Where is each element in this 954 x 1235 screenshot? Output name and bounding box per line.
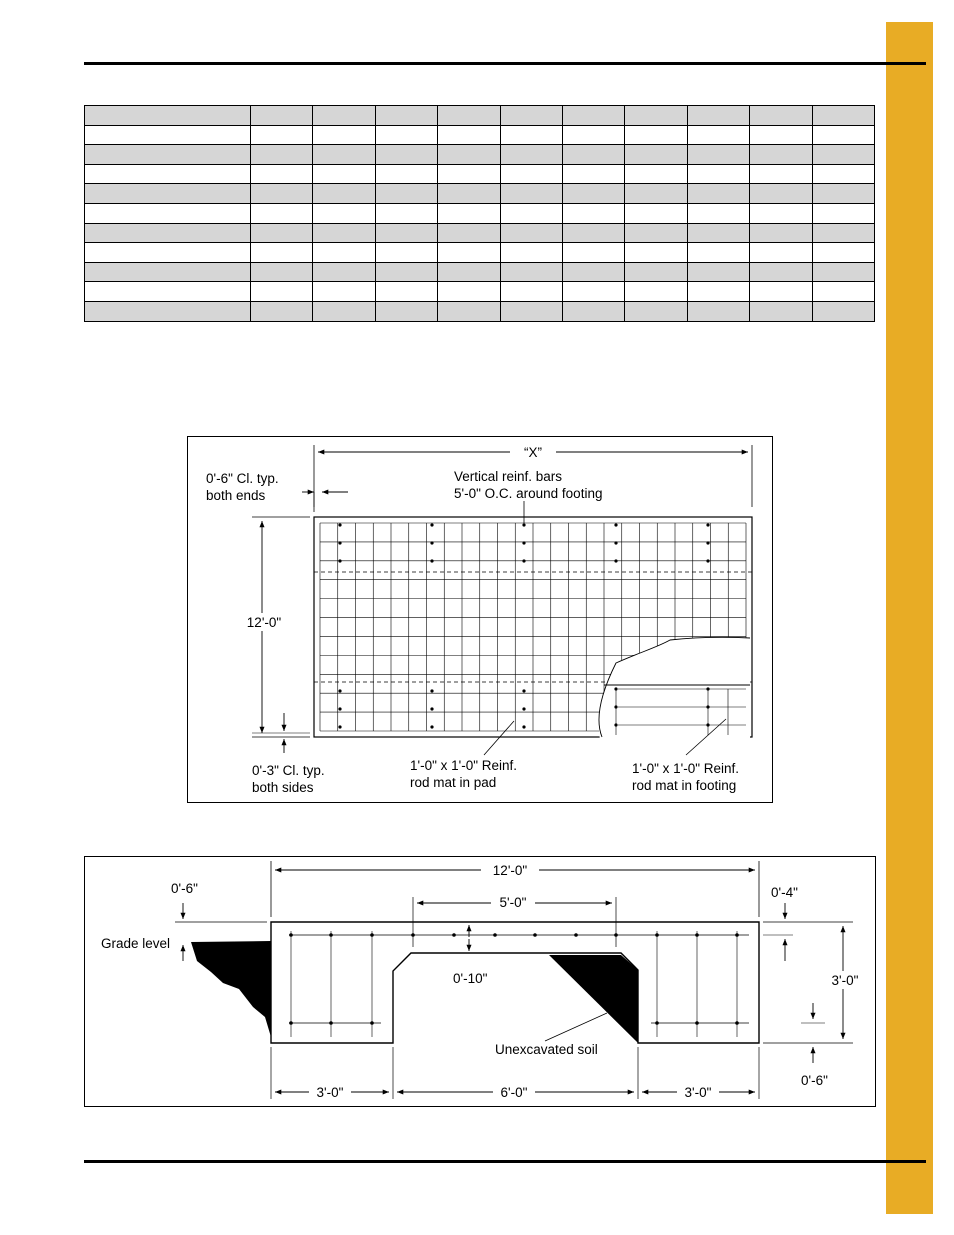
vertical-bar-dot [522,523,525,526]
table-cell [812,164,874,184]
table-cell [500,301,562,321]
right-top-label: 0'-4" [771,885,798,900]
vertical-bar-dot [614,523,617,526]
table-row [85,145,875,165]
unexcavated-soil-label: Unexcavated soil [495,1042,598,1057]
vertical-bar-dot [522,541,525,544]
section-view-drawing [85,857,875,1106]
table-cell [812,184,874,204]
table-cell [375,106,437,126]
table-cell [375,184,437,204]
footer-rule [84,1160,926,1163]
table-cell [687,164,749,184]
vertical-bar-dot [338,541,341,544]
table-cell [500,223,562,243]
table-cell [251,282,313,302]
left-footing-dim: 3'-0" [316,1085,344,1100]
table-cell [750,145,812,165]
table-cell [375,125,437,145]
table-cell [687,223,749,243]
table-cell [438,164,500,184]
table-cell [375,282,437,302]
table-cell [375,243,437,263]
rebar-dot [493,933,497,937]
table-cell [313,203,375,223]
table-cell [438,282,500,302]
table-cell [85,282,251,302]
end-clearance-line2: both ends [206,488,266,503]
table-cell [438,106,500,126]
table-cell [313,184,375,204]
table-cell [562,164,624,184]
table-cell [625,145,687,165]
rebar-dot [533,933,537,937]
side-clearance-line1: 0'-3" Cl. typ. [252,763,325,778]
table-cell [313,145,375,165]
table-row [85,282,875,302]
table-row [85,184,875,204]
vertical-bar-dot [430,559,433,562]
vertical-bar-dot [522,559,525,562]
table-cell [85,145,251,165]
table-cell [625,106,687,126]
table-cell [251,125,313,145]
width-dimension-label: 12'-0" [246,615,282,630]
table-cell [687,106,749,126]
table-cell [562,262,624,282]
table-cell [625,223,687,243]
vertical-bar-dot [706,523,709,526]
table-cell [438,262,500,282]
x-dimension-label: “X” [524,445,542,460]
table-cell [562,203,624,223]
table-cell [251,262,313,282]
table-cell [687,282,749,302]
table-cell [750,106,812,126]
vertical-bar-dot [430,523,433,526]
table-cell [500,243,562,263]
plan-view-figure [187,436,773,803]
right-footing-dim: 3'-0" [684,1085,712,1100]
table-cell [375,301,437,321]
table-cell [562,184,624,204]
vertical-bar-dot [430,689,433,692]
table-cell [750,203,812,223]
vertical-bar-dot [338,707,341,710]
table-cell [85,301,251,321]
table-cell [251,243,313,263]
pad-span-label: 5'-0" [499,895,527,910]
table-cell [625,262,687,282]
table-cell [438,223,500,243]
vertical-bar-dot [338,725,341,728]
table-cell [438,203,500,223]
table-row [85,125,875,145]
table-cell [85,164,251,184]
table-cell [438,184,500,204]
table-cell [313,164,375,184]
table-cell [85,184,251,204]
table-cell [687,184,749,204]
table-cell [562,223,624,243]
table-cell [562,145,624,165]
vertical-bar-dot [522,725,525,728]
table-cell [251,164,313,184]
table-row [85,106,875,126]
table-cell [85,223,251,243]
vertical-bar-dot [706,559,709,562]
table-cell [85,203,251,223]
table-cell [500,164,562,184]
table-cell [251,301,313,321]
table-cell [500,106,562,126]
table-cell [687,125,749,145]
table-cell [812,262,874,282]
table-cell [500,125,562,145]
table-cell [251,145,313,165]
table-cell [500,184,562,204]
table-cell [812,243,874,263]
table-row [85,243,875,263]
vertical-bar-dot [522,707,525,710]
table-cell [500,145,562,165]
vertical-bar-dot [522,689,525,692]
table-cell [313,106,375,126]
vertical-bar-dot [706,541,709,544]
vertical-bar-dot [614,541,617,544]
table-cell [750,243,812,263]
table-row [85,223,875,243]
table-cell [313,125,375,145]
pad-thickness-label: 0'-10" [453,971,488,986]
vertical-bars-line2: 5'-0" O.C. around footing [454,486,603,501]
table-cell [625,203,687,223]
table-cell [313,262,375,282]
table-row [85,262,875,282]
table-cell [687,145,749,165]
table-cell [375,262,437,282]
table-cell [562,282,624,302]
vertical-bar-dot [430,725,433,728]
end-clearance-line1: 0'-6" Cl. typ. [206,471,279,486]
table-cell [562,106,624,126]
rebar-dot [574,933,578,937]
table-row [85,203,875,223]
table-cell [438,243,500,263]
section-view-figure [84,856,876,1107]
table-cell [625,125,687,145]
table-cell [812,203,874,223]
table-cell [85,125,251,145]
footing-mat-line1: 1'-0" x 1'-0" Reinf. [632,761,740,776]
header-rule [84,62,926,65]
table-cell [562,125,624,145]
table-cell [438,301,500,321]
table-cell [812,301,874,321]
table-cell [812,223,874,243]
table-cell [375,203,437,223]
table-cell [313,282,375,302]
table-cell [562,243,624,263]
table-cell [687,243,749,263]
table-cell [750,282,812,302]
table-cell [625,184,687,204]
spec-table [84,105,875,322]
table-cell [375,145,437,165]
vertical-bar-dot [614,559,617,562]
table-cell [251,184,313,204]
table-cell [625,282,687,302]
vertical-bar-dot [338,689,341,692]
table-cell [375,223,437,243]
table-cell [562,301,624,321]
table-cell [687,301,749,321]
table-cell [251,223,313,243]
pad-mat-line2: rod mat in pad [410,775,497,790]
table-cell [750,223,812,243]
grade-level-label: Grade level [101,936,171,951]
top-offset-label: 0'-6" [171,881,198,896]
footing-mat-line2: rod mat in footing [632,778,737,793]
table-cell [313,223,375,243]
table-cell [750,184,812,204]
table-cell [500,203,562,223]
table-row [85,301,875,321]
table-cell [812,282,874,302]
pad-mat-line1: 1'-0" x 1'-0" Reinf. [410,758,518,773]
table-cell [750,301,812,321]
vertical-bar-dot [430,541,433,544]
table-cell [251,203,313,223]
table-cell [85,243,251,263]
side-clearance-line2: both sides [252,780,314,795]
middle-dim: 6'-0" [500,1085,528,1100]
table-cell [438,125,500,145]
table-cell [687,203,749,223]
table-cell [251,106,313,126]
side-tab [886,22,933,1214]
depth-label: 3'-0" [831,973,859,988]
table-cell [625,164,687,184]
table-cell [500,262,562,282]
vertical-bar-dot [430,707,433,710]
table-row [85,164,875,184]
bottom-right-label: 0'-6" [801,1073,828,1088]
table-cell [85,262,251,282]
table-cell [313,301,375,321]
table-cell [812,125,874,145]
table-cell [500,282,562,302]
vertical-bars-line1: Vertical reinf. bars [454,469,563,484]
overall-dimension-label: 12'-0" [492,863,528,878]
table-cell [687,262,749,282]
table-cell [438,145,500,165]
table-cell [750,125,812,145]
table-cell [812,145,874,165]
vertical-bar-dot [338,523,341,526]
table-cell [85,106,251,126]
vertical-bar-dot [338,559,341,562]
table-cell [750,164,812,184]
table-cell [812,106,874,126]
table-cell [313,243,375,263]
table-cell [750,262,812,282]
table-cell [625,243,687,263]
rebar-dot [452,933,456,937]
plan-view-drawing [188,437,772,802]
table-cell [625,301,687,321]
table-cell [375,164,437,184]
